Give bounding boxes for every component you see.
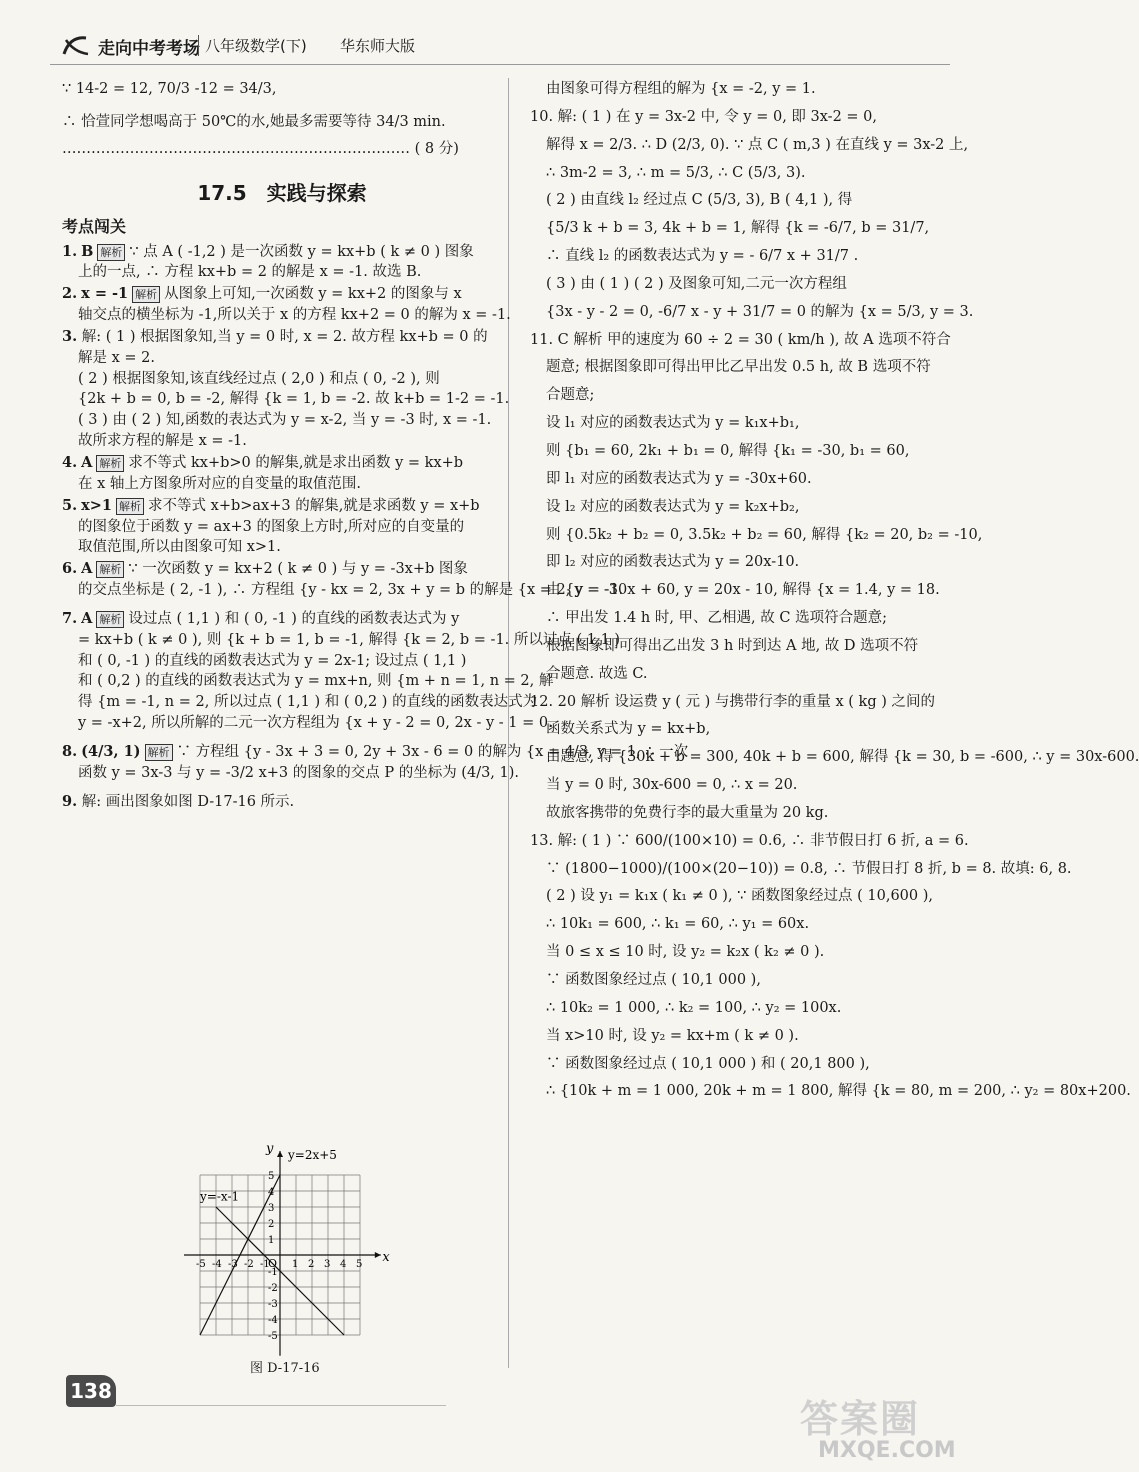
watermark-url: MXQE.COM xyxy=(818,1438,956,1463)
x-tick-label: 5 xyxy=(356,1259,363,1270)
page-header xyxy=(50,30,950,65)
answer-text: ∵ 点 A ( -1,2 ) 是一次函数 y = kx+b ( k ≠ 0 ) 图象 xyxy=(129,243,474,260)
y-tick-label: -2 xyxy=(268,1283,278,1294)
answer-line: 由 {y = -30x + 60, y = 20x - 10, 解得 {x = 1.4, y = 18. xyxy=(546,582,940,599)
footer-rule xyxy=(116,1405,446,1406)
answer-text: 得 {m = -1, n = 2, 所以过点 ( 1,1 ) 和 ( 0,2 ) 的直线的函数表达式为 xyxy=(78,694,538,711)
answer-line: 合题意. 故选 C. xyxy=(546,665,648,682)
item-answer: x = -1 xyxy=(81,285,129,303)
x-tick-label: -2 xyxy=(244,1259,254,1270)
answer-line xyxy=(62,518,502,537)
x-axis-label: x xyxy=(382,1250,390,1265)
y-tick-label: 1 xyxy=(268,1235,275,1246)
analysis-tag: 解析 xyxy=(145,744,173,761)
answer-line xyxy=(62,370,502,389)
answer-line: 即 l₂ 对应的函数表达式为 y = 20x-10. xyxy=(546,554,800,571)
answer-line xyxy=(62,631,621,650)
subheading: 考点闯关 xyxy=(62,216,127,236)
answer-line: 则 {b₁ = 60, 2k₁ + b₁ = 0, 解得 {k₁ = -30, b₁ = 60, xyxy=(546,442,910,459)
analysis-tag: 解析 xyxy=(97,244,125,261)
item-number: 2. xyxy=(62,285,78,303)
answer-item xyxy=(62,243,502,283)
right-lines xyxy=(530,80,1139,1101)
answer-line: 解得 x = 2/3. ∴ D (2/3, 0). ∵ 点 C ( m,3 ) 在直线 y = 3x-2 上, xyxy=(546,136,969,153)
answer-line xyxy=(62,581,624,600)
answer-line: ∵ 函数图象经过点 ( 10,1 000 ), xyxy=(546,972,761,988)
x-tick-label: 3 xyxy=(324,1259,331,1270)
x-tick-label: 2 xyxy=(308,1259,315,1270)
answer-text: 函数 y = 3x-3 与 y = -3/2 x+3 的图象的交点 P 的坐标为 (4/3, 1). xyxy=(78,764,520,781)
y-tick-label: 4 xyxy=(268,1187,275,1198)
answer-line: ( 2 ) 设 y₁ = k₁x ( k₁ ≠ 0 ), ∵ 函数图象经过点 ( 10,600 ), xyxy=(546,888,933,905)
answer-text: ∵ 方程组 {y - 3x + 3 = 0, 2y + 3x - 6 = 0 的解为 {x = 4/3, y = 1, ∴ 一次 xyxy=(176,743,689,760)
item-number: 3. xyxy=(62,327,78,345)
item-answer: x>1 xyxy=(81,496,113,514)
line-label: y=-x-1 xyxy=(200,1189,240,1204)
item-number: 7. xyxy=(62,609,78,627)
graph-axes xyxy=(184,1151,381,1356)
answer-line: 根据图象即可得出乙出发 3 h 时到达 A 地, 故 D 选项不符 xyxy=(546,637,919,654)
answer-text: 求不等式 x+b>ax+3 的解集,就是求函数 y = x+b xyxy=(148,497,480,514)
answer-text: 上的一点, ∴ 方程 kx+b = 2 的解是 x = -1. 故选 B. xyxy=(78,264,422,281)
line-label: y=2x+5 xyxy=(288,1148,337,1162)
answer-text: 从图象上可知,一次函数 y = kx+2 的图象与 x xyxy=(164,286,462,303)
analysis-tag: 解析 xyxy=(132,286,160,303)
brand-title: 走向中考考场 xyxy=(98,39,200,59)
answer-text: 的图象位于函数 y = ax+3 的图象上方时,所对应的自变量的 xyxy=(78,518,465,535)
answer-line xyxy=(62,454,502,473)
answer-line: ( 3 ) 由 ( 1 ) ( 2 ) 及图象可知,二元一次方程组 xyxy=(546,275,847,292)
answer-item xyxy=(62,285,511,325)
answer-line: ∵ 函数图象经过点 ( 10,1 000 ) 和 ( 20,1 800 ), xyxy=(546,1055,870,1072)
y-axis-arrow-icon xyxy=(277,1151,283,1157)
x-axis-arrow-icon xyxy=(375,1252,381,1258)
brand-logo-icon xyxy=(60,32,90,60)
y-tick-label: -5 xyxy=(268,1331,278,1342)
answer-line xyxy=(62,538,502,557)
answer-line: ∴ {10k + m = 1 000, 20k + m = 1 800, 解得 {k = 80, m = 200, ∴ y₂ = 80x+200. xyxy=(546,1083,1131,1100)
item-number: 5. xyxy=(62,496,78,514)
x-tick-label: -3 xyxy=(228,1259,238,1270)
y-tick-label: -4 xyxy=(268,1315,278,1326)
x-tick-label: -1 xyxy=(260,1259,270,1270)
y-tick-label: -3 xyxy=(268,1299,278,1310)
item-number: 6. xyxy=(62,560,78,578)
answer-line xyxy=(62,742,689,762)
figure-caption: 图 D-17-16 xyxy=(250,1361,320,1376)
y-tick-label: 5 xyxy=(268,1171,275,1182)
answer-line: ∴ 10k₂ = 1 000, ∴ k₂ = 100, ∴ y₂ = 100x. xyxy=(546,999,842,1016)
y-axis-label: y xyxy=(266,1141,274,1157)
answer-line xyxy=(62,411,502,430)
analysis-tag: 解析 xyxy=(116,498,144,515)
analysis-tag: 解析 xyxy=(96,561,124,578)
answer-item xyxy=(62,793,502,812)
answer-text: 的交点坐标是 ( 2, -1 ), ∴ 方程组 {y - kx = 2, 3x + y = b 的解是 {x = 2, y = -1. xyxy=(78,582,624,599)
item-answer: A xyxy=(81,560,93,578)
score-line: ……………………………………………………………… ( 8 分) xyxy=(62,140,459,157)
answer-text: = kx+b ( k ≠ 0 ), 则 {k + b = 1, b = -1, 解得 {k = 2, b = -1. 所以过点 ( 1,1 ) xyxy=(78,631,621,648)
section-title: 17.5 实践与探索 xyxy=(197,180,367,205)
grade-label: 八年级数学(下) xyxy=(198,35,307,56)
answer-text: 解是 x = 2. xyxy=(78,349,155,366)
item-answer: A xyxy=(81,453,93,471)
answer-text: ∵ 一次函数 y = kx+2 ( k ≠ 0 ) 与 y = -3x+b 图象 xyxy=(128,561,468,578)
answer-line: 由题意, 得 {30k + b = 300, 40k + b = 600, 解得 {k = 30, b = -600, ∴ y = 30x-600. xyxy=(546,749,1139,766)
answer-text: ( 2 ) 根据图象知,该直线经过点 ( 2,0 ) 和点 ( 0, -2 ), 则 xyxy=(78,370,440,387)
answer-line: 11. C 解析 甲的速度为 60 ÷ 2 = 30 ( km/h ), 故 A 选项不符合 xyxy=(530,331,951,348)
analysis-tag: 解析 xyxy=(96,611,124,628)
item-answer: (4/3, 1) xyxy=(81,742,141,760)
answer-line: 即 l₁ 对应的函数表达式为 y = -30x+60. xyxy=(546,470,812,487)
answer-line: 题意; 根据图象即可得出甲比乙早出发 0.5 h, 故 B 选项不符 xyxy=(546,359,931,376)
answer-text: 解: ( 1 ) 根据图象知,当 y = 0 时, x = 2. 故方程 kx+b = 0 的 xyxy=(81,328,488,345)
answer-line xyxy=(62,390,510,409)
answer-text: 解: 画出图象如图 D-17-16 所示. xyxy=(81,793,295,810)
answer-line: 合题意; xyxy=(546,387,595,404)
item-number: 8. xyxy=(62,742,78,760)
answer-line xyxy=(62,328,502,347)
answer-line xyxy=(62,432,502,451)
x-tick-label: -5 xyxy=(196,1259,206,1270)
item-number: 4. xyxy=(62,453,78,471)
answer-line: 设 l₁ 对应的函数表达式为 y = k₁x+b₁, xyxy=(546,415,800,432)
answer-line: ∵ (1800−1000)/(100×(20−10)) = 0.8, ∴ 节假日打 8 折, b = 8. 故填: 6, 8. xyxy=(546,860,1072,877)
item-number: 9. xyxy=(62,792,78,810)
answer-text: 在 x 轴上方图象所对应的自变量的取值范围. xyxy=(78,475,362,492)
y-tick-label: 2 xyxy=(268,1219,275,1230)
item-number: 1. xyxy=(62,242,78,260)
answer-line: 设 l₂ 对应的函数表达式为 y = k₂x+b₂, xyxy=(546,498,800,515)
answer-item xyxy=(62,454,502,494)
item-answer: A xyxy=(81,609,93,627)
answer-line xyxy=(62,714,553,733)
page-number: 138 xyxy=(66,1375,116,1407)
answer-line xyxy=(62,497,502,516)
answer-line: ( 2 ) 由直线 l₂ 经过点 C (5/3, 3), B ( 4,1 ), 得 xyxy=(546,192,853,209)
x-tick-label: -4 xyxy=(212,1259,222,1270)
answer-line xyxy=(62,793,502,812)
answer-line: 当 x>10 时, 设 y₂ = kx+m ( k ≠ 0 ). xyxy=(546,1027,799,1044)
answer-line xyxy=(62,306,511,325)
answer-item xyxy=(62,327,510,451)
answer-text: 设过点 ( 1,1 ) 和 ( 0, -1 ) 的直线的函数表达式为 y xyxy=(128,610,460,627)
answer-line: ∴ 3m-2 = 3, ∴ m = 5/3, ∴ C (5/3, 3). xyxy=(546,164,806,181)
origin-label: O xyxy=(268,1257,278,1270)
answer-line: 当 0 ≤ x ≤ 10 时, 设 y₂ = k₂x ( k₂ ≠ 0 ). xyxy=(546,944,825,961)
edition-label: 华东师大版 xyxy=(340,37,416,55)
x-tick-label: 4 xyxy=(340,1259,347,1270)
answer-text: 取值范围,所以由图象可知 x>1. xyxy=(78,539,281,556)
answer-line: ∴ 甲出发 1.4 h 时, 甲、乙相遇, 故 C 选项符合题意; xyxy=(546,610,887,627)
graph-tick-labels xyxy=(196,1142,390,1342)
answer-text: {2k + b = 0, b = -2, 解得 {k = 1, b = -2. 故 k+b = 1-2 = -1. xyxy=(78,391,510,408)
answer-text: 轴交点的横坐标为 -1,所以关于 x 的方程 kx+2 = 0 的解为 x = -1. xyxy=(78,307,511,324)
y-tick-label: 3 xyxy=(268,1203,275,1214)
answer-line xyxy=(62,263,502,282)
answer-item xyxy=(62,497,502,558)
answer-line: 当 y = 0 时, 30x-600 = 0, ∴ x = 20. xyxy=(546,777,798,794)
x-tick-label: 1 xyxy=(292,1259,299,1270)
answer-line: {3x - y - 2 = 0, -6/7 x - y + 31/7 = 0 的解为 {x = 5/3, y = 3. xyxy=(546,303,974,320)
answer-line xyxy=(62,764,520,783)
answer-line: 故旅客携带的免费行李的最大重量为 20 kg. xyxy=(546,804,829,821)
answer-line: ∴ 10k₁ = 600, ∴ k₁ = 60, ∴ y₁ = 60x. xyxy=(546,916,810,933)
watermark-logo: 答案圈 xyxy=(800,1397,921,1441)
right-column xyxy=(530,80,1139,1110)
answer-line xyxy=(62,672,554,691)
answer-line xyxy=(62,243,502,262)
answer-item xyxy=(62,742,689,783)
answer-line: 12. 20 解析 设运费 y ( 元 ) 与携带行李的重量 x ( kg ) 之间的 xyxy=(530,693,935,710)
intro-line: ∴ 恰萱同学想喝高于 50℃的水,她最多需要等待 34/3 min. xyxy=(62,113,446,130)
answer-text: 求不等式 kx+b>0 的解集,就是求出函数 y = kx+b xyxy=(128,454,464,471)
analysis-tag: 解析 xyxy=(96,455,124,472)
answer-line: 则 {0.5k₂ + b₂ = 0, 3.5k₂ + b₂ = 60, 解得 {k₂ = 20, b₂ = -10, xyxy=(546,526,983,543)
answer-line: 10. 解: ( 1 ) 在 y = 3x-2 中, 令 y = 0, 即 3x-2 = 0, xyxy=(530,108,877,125)
answer-line: 由图象可得方程组的解为 {x = -2, y = 1. xyxy=(546,81,816,97)
answer-text: y = -x+2, 所以所解的二元一次方程组为 {x + y - 2 = 0, 2x - y - 1 = 0. xyxy=(78,715,553,732)
intro-line: ∵ 14-2 = 12, 70/3 -12 = 34/3, xyxy=(62,81,277,97)
answer-line xyxy=(62,475,502,494)
answer-line xyxy=(62,610,502,629)
answer-line xyxy=(62,652,502,671)
answer-item xyxy=(62,560,624,600)
answer-line xyxy=(62,693,538,712)
answer-line xyxy=(62,285,502,304)
item-answer: B xyxy=(81,242,94,260)
answer-line: 函数关系式为 y = kx+b, xyxy=(546,721,711,738)
answer-line: 13. 解: ( 1 ) ∵ 600/(100×10) = 0.6, ∴ 非节假日打 6 折, a = 6. xyxy=(530,832,969,849)
answer-line xyxy=(62,560,502,579)
answer-text: ( 3 ) 由 ( 2 ) 知,函数的表达式为 y = x-2, 当 y = -3 时, x = -1. xyxy=(78,412,492,429)
y-tick-label: -1 xyxy=(268,1267,278,1278)
answer-line xyxy=(62,349,502,368)
answer-line: {5/3 k + b = 3, 4k + b = 1, 解得 {k = -6/7, b = 31/7, xyxy=(546,220,930,237)
function-graph-figure xyxy=(180,1135,400,1375)
answer-text: 故所求方程的解是 x = -1. xyxy=(78,433,247,450)
answer-line: ∴ 直线 l₂ 的函数表达式为 y = - 6/7 x + 31/7 . xyxy=(546,248,859,265)
answer-text: 和 ( 0,2 ) 的直线的函数表达式为 y = mx+n, 则 {m + n = 1, n = 2, 解 xyxy=(78,673,554,690)
answer-text: 和 ( 0, -1 ) 的直线的函数表达式为 y = 2x-1; 设过点 ( 1,1 ) xyxy=(78,652,467,669)
